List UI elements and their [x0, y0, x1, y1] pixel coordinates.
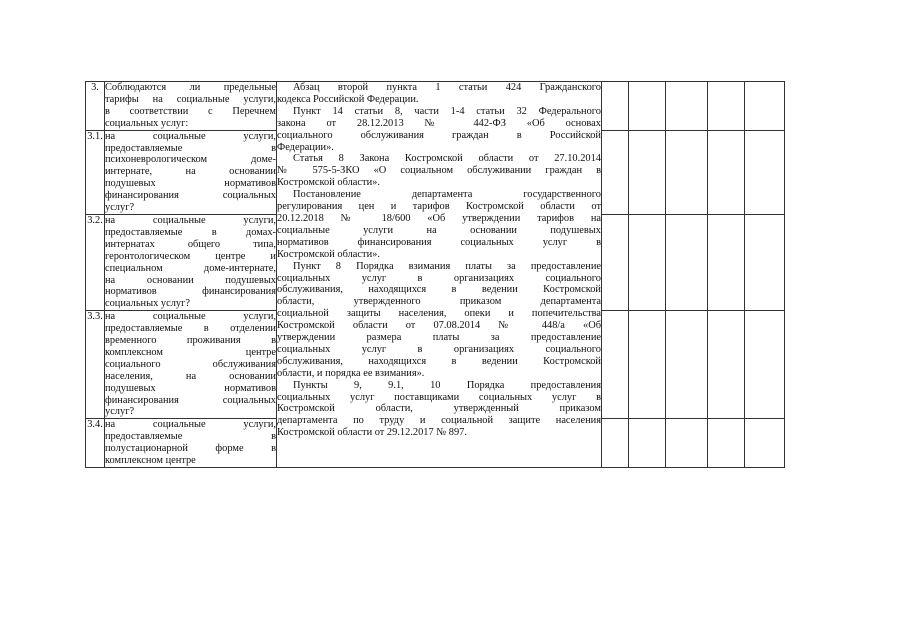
legal-basis-paragraph: [277, 380, 601, 440]
answer-cell-5: [745, 214, 785, 310]
table-row: [86, 82, 785, 131]
legal-basis-line: Пункты 9, 9.1, 10 Порядка предоставления: [293, 379, 601, 391]
legal-basis-line: регулирования цен и тарифов Костромской области от: [277, 201, 601, 213]
answer-cell-2: [629, 214, 666, 310]
question-line: на социальные услуги,: [105, 214, 276, 226]
legal-basis-line: Костромской области от 07.08.2014 № 448/а «Об: [277, 320, 601, 332]
answer-cell-2: [629, 82, 666, 131]
answer-cell-3: [666, 130, 708, 214]
question-line: на основании подушевых: [105, 274, 276, 286]
question-line: населения, на основании: [105, 370, 276, 382]
legal-basis-line: социальных услуг поставщиками социальных услуг в: [277, 391, 601, 403]
row-number: 3.: [86, 82, 105, 131]
question-line: финансирования социальных: [105, 394, 276, 406]
legal-basis-line: утверждении размера платы за предоставление: [277, 332, 601, 344]
answer-cell-5: [745, 419, 785, 468]
checklist-table: [85, 81, 785, 468]
question-line: комплексном центре: [105, 455, 196, 467]
legal-basis-line: Пункт 8 Порядка взимания платы за предоставление: [293, 260, 601, 272]
legal-basis-line: Костромской области».: [277, 177, 380, 189]
question-line: интернате, на основании: [105, 166, 276, 178]
row-number: 3.4.: [86, 419, 105, 468]
question-line: предоставляемые в: [105, 431, 276, 443]
answer-cell-1: [602, 419, 629, 468]
question-line: подушевых нормативов: [105, 178, 276, 190]
answer-cell-3: [666, 82, 708, 131]
question-line: подушевых нормативов: [105, 382, 276, 394]
legal-basis-line: обслуживания, находящихся в ведении Костромской: [277, 284, 601, 296]
question-line: финансирования социальных: [105, 190, 276, 202]
legal-basis-line: социальных услуг в организациях социального: [277, 343, 601, 355]
question-line: на социальные услуги,: [105, 311, 276, 323]
answer-cell-4: [708, 419, 745, 468]
question-cell: [105, 214, 277, 310]
legal-basis-paragraph: [277, 82, 601, 106]
legal-basis-cell: [277, 82, 602, 468]
answer-cell-4: [708, 311, 745, 419]
question-line: тарифы на социальные услуги,: [105, 93, 276, 105]
question-line: услуг?: [105, 202, 135, 214]
answer-cell-3: [666, 311, 708, 419]
answer-cell-4: [708, 82, 745, 131]
question-line: социального обслуживания: [105, 358, 276, 370]
answer-cell-5: [745, 311, 785, 419]
question-line: предоставляемые в отделении: [105, 323, 276, 335]
question-cell: [105, 311, 277, 419]
question-line: социальных услуг?: [105, 298, 190, 310]
legal-basis-line: Костромской области от 29.12.2017 № 897.: [277, 427, 467, 439]
question-line: Соблюдаются ли предельные: [105, 82, 276, 93]
question-line: на социальные услуги,: [105, 130, 276, 142]
question-cell: [105, 419, 277, 468]
legal-basis-line: Абзац второй пункта 1 статьи 424 Гражданского: [293, 82, 601, 93]
answer-cell-1: [602, 214, 629, 310]
answer-cell-2: [629, 419, 666, 468]
question-cell: [105, 130, 277, 214]
question-line: услуг?: [105, 406, 135, 418]
legal-basis-line: департамента по труду и социальной защите населения: [277, 415, 601, 427]
question-line: предоставляемые в: [105, 142, 276, 154]
legal-basis-paragraph: [277, 261, 601, 380]
answer-cell-2: [629, 130, 666, 214]
answer-cell-3: [666, 419, 708, 468]
question-line: нормативов финансирования: [105, 286, 276, 298]
legal-basis-line: Постановление департамента государственного: [293, 189, 601, 201]
question-cell: [105, 82, 277, 131]
answer-cell-4: [708, 130, 745, 214]
legal-basis-paragraph: [277, 189, 601, 260]
legal-basis-paragraph: [277, 106, 601, 154]
legal-basis-line: Федерации».: [277, 141, 334, 153]
question-line: на социальные услуги,: [105, 419, 276, 431]
legal-basis-line: социальных услуг в организациях социального: [277, 272, 601, 284]
legal-basis-line: Костромской области, утвержденный приказом: [277, 403, 601, 415]
legal-basis-line: социального обслуживания граждан в Российской: [277, 129, 601, 141]
question-line: комплексном центре: [105, 346, 276, 358]
question-line: полустационарной форме в: [105, 443, 276, 455]
question-line: специальном доме-интернате,: [105, 262, 276, 274]
question-line: в соответствии с Перечнем: [105, 105, 276, 117]
answer-cell-5: [745, 130, 785, 214]
row-number: 3.2.: [86, 214, 105, 310]
question-line: интернатах общего типа,: [105, 238, 276, 250]
legal-basis-line: области, утвержденного приказом департамента: [277, 296, 601, 308]
question-line: предоставляемые в домах-: [105, 226, 276, 238]
legal-basis-line: нормативов финансирования социальных услуг в: [277, 236, 601, 248]
legal-basis-line: области, и порядка ее взимания».: [277, 367, 425, 379]
legal-basis-line: закона от 28.12.2013 № 442-ФЗ «Об основах: [277, 117, 601, 129]
legal-basis-line: Костромской области».: [277, 248, 380, 260]
answer-cell-1: [602, 82, 629, 131]
answer-cell-1: [602, 311, 629, 419]
answer-cell-4: [708, 214, 745, 310]
legal-basis-line: социальные услуги на основании подушевых: [277, 224, 601, 236]
question-line: психоневрологическом доме-: [105, 154, 276, 166]
legal-basis-paragraph: [277, 153, 601, 189]
legal-basis-line: обслуживания, находящихся в ведении Костромской: [277, 355, 601, 367]
row-number: 3.3.: [86, 311, 105, 419]
row-number: 3.1.: [86, 130, 105, 214]
legal-basis-line: социальной защиты населения, опеки и попечительства: [277, 308, 601, 320]
legal-basis-line: 20.12.2018 № 18/600 «Об утверждении тарифов на: [277, 212, 601, 224]
question-line: временного проживания в: [105, 335, 276, 347]
question-line: социальных услуг:: [105, 117, 189, 129]
answer-cell-1: [602, 130, 629, 214]
legal-basis-line: кодекса Российской Федерации.: [277, 93, 419, 105]
answer-cell-5: [745, 82, 785, 131]
question-line: геронтологическом центре и: [105, 250, 276, 262]
legal-basis-line: Пункт 14 статьи 8, части 1-4 статьи 32 Федерального: [293, 105, 601, 117]
answer-cell-3: [666, 214, 708, 310]
legal-basis-line: № 575-5-ЗКО «О социальном обслуживании граждан в: [277, 165, 601, 177]
answer-cell-2: [629, 311, 666, 419]
legal-basis-line: Статья 8 Закона Костромской области от 27.10.2014: [293, 153, 601, 165]
